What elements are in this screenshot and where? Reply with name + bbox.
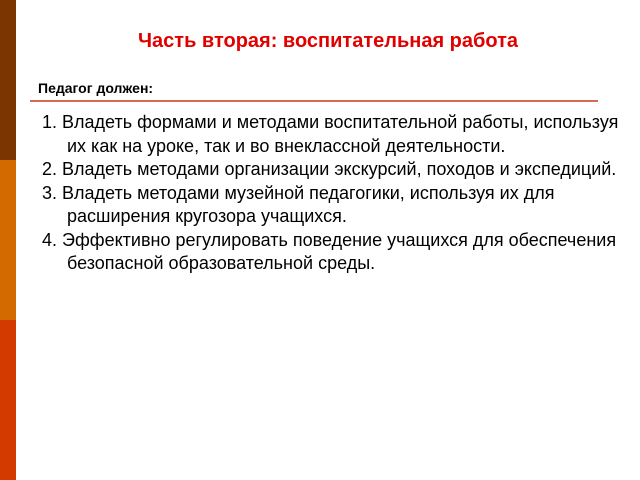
list-item: 4. Эффективно регулировать поведение учащихся для обеспечения безопасной образовательной среды. <box>42 229 617 273</box>
side-bar-segment-bottom <box>0 320 16 480</box>
requirements-list <box>42 111 627 276</box>
section-subtitle: Педагог должен: <box>38 80 154 96</box>
divider-line <box>30 100 598 102</box>
list-item: 3. Владеть методами музейной педагогики, используя их для расширения кругозора учащихся. <box>42 182 555 226</box>
side-bar-segment-middle <box>0 160 16 320</box>
slide-title: Часть вторая: воспитательная работа <box>137 30 519 52</box>
side-bar-segment-top <box>0 0 16 160</box>
list-item: 1. Владеть формами и методами воспитательной работы, используя их как на уроке, так и во внеклассной деятельности. <box>42 112 619 156</box>
list-item: 2. Владеть методами организации экскурсий, походов и экспедиций. <box>42 159 617 179</box>
decorative-side-bar <box>0 0 16 480</box>
